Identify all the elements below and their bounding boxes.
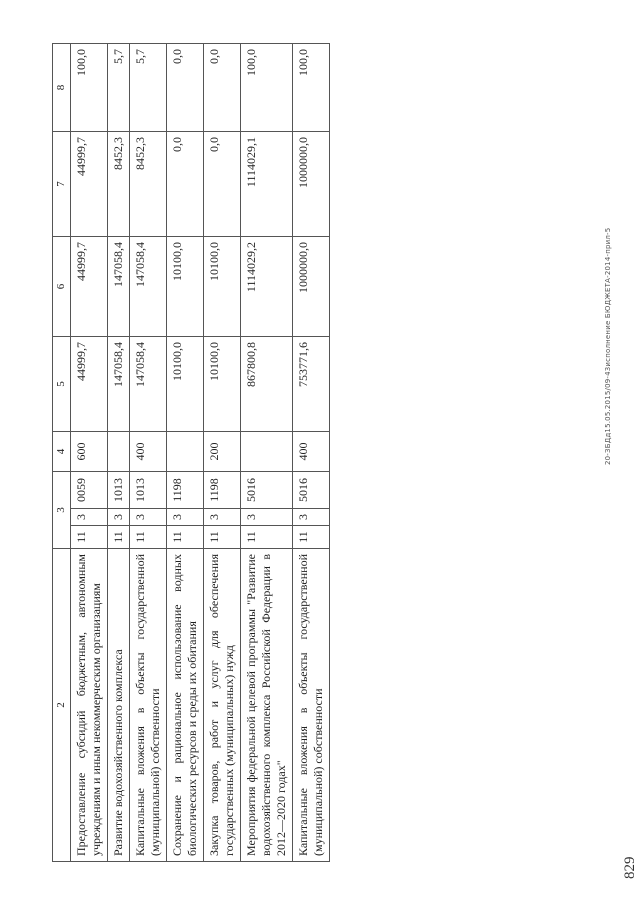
cell-col7: 8452,3 (108, 132, 130, 237)
row-name: Мероприятия федеральной целевой программы "Развитие водохозяйственного комплекса Российской Федерации в 2012—2020 годах" (241, 549, 293, 862)
cell-col6: 44999,7 (71, 237, 108, 337)
cell-expense-type (108, 432, 130, 472)
cell-col8: 100,0 (71, 44, 108, 132)
cell-col5: 44999,7 (71, 337, 108, 432)
cell-col7: 44999,7 (71, 132, 108, 237)
cell-col7: 8452,3 (130, 132, 167, 237)
cell-col5: 753771,6 (293, 337, 330, 432)
page-number: 829 (622, 856, 638, 879)
row-name: Капитальные вложения в объекты государственной (муниципальной) собственности (130, 549, 167, 862)
column-header: 3 (53, 472, 71, 549)
cell-col7: 1114029,1 (241, 132, 293, 237)
cell-subsection: 3 (108, 509, 130, 526)
column-header: 8 (53, 44, 71, 132)
cell-col5: 10100,0 (167, 337, 204, 432)
cell-subsection: 3 (204, 509, 241, 526)
cell-expense-type: 200 (204, 432, 241, 472)
cell-subsection: 3 (241, 509, 293, 526)
cell-col8: 0,0 (167, 44, 204, 132)
cell-target: 5016 (293, 472, 330, 509)
table-row (167, 44, 204, 862)
column-header: 4 (53, 432, 71, 472)
cell-target: 1013 (108, 472, 130, 509)
cell-target: 0059 (71, 472, 108, 509)
cell-section: 11 (204, 526, 241, 549)
column-number-row (53, 44, 71, 862)
table-row (71, 44, 108, 862)
cell-expense-type: 400 (293, 432, 330, 472)
table-row (204, 44, 241, 862)
column-header: 5 (53, 337, 71, 432)
cell-col6: 1114029,2 (241, 237, 293, 337)
cell-col5: 10100,0 (204, 337, 241, 432)
cell-col8: 5,7 (108, 44, 130, 132)
cell-col6: 10100,0 (204, 237, 241, 337)
cell-col7: 0,0 (204, 132, 241, 237)
cell-col8: 100,0 (241, 44, 293, 132)
cell-col6: 1000000,0 (293, 237, 330, 337)
cell-target: 1198 (204, 472, 241, 509)
cell-col6: 147058,4 (108, 237, 130, 337)
cell-expense-type (167, 432, 204, 472)
cell-subsection: 3 (130, 509, 167, 526)
cell-col5: 147058,4 (108, 337, 130, 432)
table-row (293, 44, 330, 862)
cell-section: 11 (130, 526, 167, 549)
cell-col7: 1000000,0 (293, 132, 330, 237)
budget-table (52, 43, 330, 862)
cell-col5: 147058,4 (130, 337, 167, 432)
cell-col6: 10100,0 (167, 237, 204, 337)
cell-subsection: 3 (71, 509, 108, 526)
cell-target: 1198 (167, 472, 204, 509)
cell-section: 11 (108, 526, 130, 549)
document-footer-code: 20-ЗБДд15.05.2015/09-43исполнение БЮДЖЕТА-2014-прил-5 (604, 227, 612, 465)
cell-expense-type: 600 (71, 432, 108, 472)
cell-subsection: 3 (293, 509, 330, 526)
cell-col8: 5,7 (130, 44, 167, 132)
cell-section: 11 (293, 526, 330, 549)
cell-col8: 0,0 (204, 44, 241, 132)
cell-section: 11 (71, 526, 108, 549)
cell-col7: 0,0 (167, 132, 204, 237)
row-name: Предоставление субсидий бюджетным, автономным учреждениям и иным некоммерческим организациям (71, 549, 108, 862)
cell-subsection: 3 (167, 509, 204, 526)
cell-col5: 867800,8 (241, 337, 293, 432)
row-name: Сохранение и рациональное использование водных биологических ресурсов и среды их обитания (167, 549, 204, 862)
column-header: 7 (53, 132, 71, 237)
cell-expense-type (241, 432, 293, 472)
table-row (108, 44, 130, 862)
cell-col6: 147058,4 (130, 237, 167, 337)
table-row (241, 44, 293, 862)
table-row (130, 44, 167, 862)
cell-expense-type: 400 (130, 432, 167, 472)
cell-target: 5016 (241, 472, 293, 509)
cell-section: 11 (167, 526, 204, 549)
row-name: Капитальные вложения в объекты государственной (муниципальной) собственности (293, 549, 330, 862)
cell-target: 1013 (130, 472, 167, 509)
column-header: 6 (53, 237, 71, 337)
row-name: Развитие водохозяйственного комплекса (108, 549, 130, 862)
row-name: Закупка товаров, работ и услуг для обеспечения государственных (муниципальных) нужд (204, 549, 241, 862)
cell-section: 11 (241, 526, 293, 549)
column-header: 2 (53, 549, 71, 862)
cell-col8: 100,0 (293, 44, 330, 132)
